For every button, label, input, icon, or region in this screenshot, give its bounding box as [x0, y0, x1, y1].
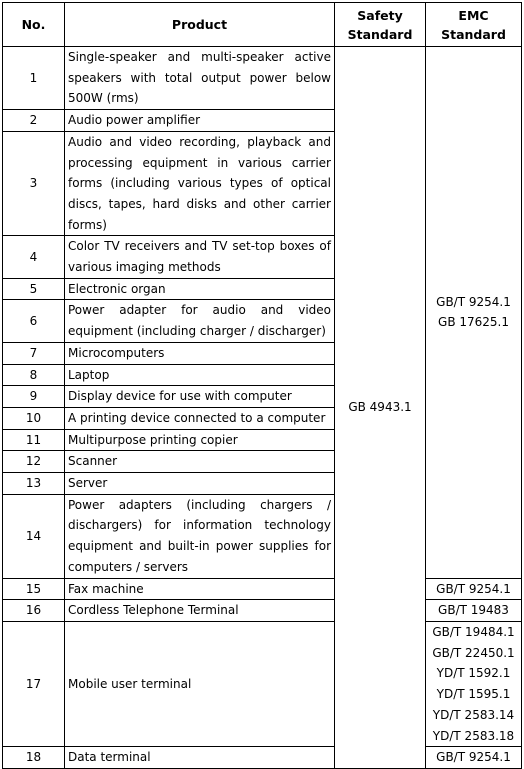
- row-number: 11: [3, 429, 65, 451]
- emc-standard-line: YD/T 2583.18: [432, 728, 515, 743]
- row-number: 17: [3, 621, 65, 746]
- row-number: 5: [3, 278, 65, 300]
- table-row: [3, 47, 522, 110]
- row-number: 2: [3, 110, 65, 132]
- emc-standard-line: YD/T 2583.14: [432, 707, 515, 722]
- row-number: 9: [3, 386, 65, 408]
- product-cell: Cordless Telephone Terminal: [65, 600, 335, 622]
- emc-standard-cell: [426, 578, 522, 600]
- product-cell: Audio power amplifier: [65, 110, 335, 132]
- row-number: 16: [3, 600, 65, 622]
- row-number: 1: [3, 47, 65, 110]
- emc-standard-line: GB 17625.1: [438, 315, 509, 330]
- product-cell: Color TV receivers and TV set-top boxes of various imaging methods: [65, 236, 335, 278]
- standards-table: [2, 2, 522, 769]
- product-cell: Electronic organ: [65, 278, 335, 300]
- product-cell: Display device for use with computer: [65, 386, 335, 408]
- product-cell: Microcomputers: [65, 342, 335, 364]
- row-number: 10: [3, 407, 65, 429]
- emc-standard-cell: [426, 621, 522, 746]
- row-number: 4: [3, 236, 65, 278]
- emc-standard-line: GB/T 19483: [438, 603, 509, 618]
- emc-standard-line: GB/T 9254.1: [436, 750, 511, 765]
- table-row: [3, 578, 522, 600]
- row-number: 8: [3, 364, 65, 386]
- emc-standard-cell: [426, 600, 522, 622]
- product-cell: Power adapters (including chargers / dischargers) for information technology equipment and built-in power supplies for computers / servers: [65, 494, 335, 578]
- row-number: 13: [3, 473, 65, 495]
- row-number: 18: [3, 747, 65, 769]
- product-cell: Power adapter for audio and video equipment (including charger / discharger): [65, 300, 335, 342]
- safety-standard-cell: GB 4943.1: [335, 47, 426, 769]
- emc-standard-line: GB/T 9254.1: [436, 581, 511, 596]
- header-emc-standard: EMC Standard: [426, 3, 522, 47]
- product-cell: Multipurpose printing copier: [65, 429, 335, 451]
- row-number: 12: [3, 451, 65, 473]
- product-cell: Fax machine: [65, 578, 335, 600]
- product-cell: Audio and video recording, playback and processing equipment in various carrier forms (including various types of optical discs, tapes, hard disks and other carrier forms): [65, 131, 335, 236]
- product-cell: Mobile user terminal: [65, 621, 335, 746]
- product-cell: Scanner: [65, 451, 335, 473]
- emc-standard-line: GB/T 19484.1: [432, 624, 515, 639]
- emc-standard-line: YD/T 1592.1: [436, 666, 511, 681]
- emc-standard-cell: [426, 47, 522, 579]
- row-number: 7: [3, 342, 65, 364]
- emc-standard-cell: [426, 747, 522, 769]
- emc-standard-line: GB/T 9254.1: [436, 294, 511, 309]
- product-cell: Laptop: [65, 364, 335, 386]
- header-product: Product: [65, 3, 335, 47]
- emc-standard-line: YD/T 1595.1: [436, 687, 511, 702]
- table-row: [3, 747, 522, 769]
- product-cell: A printing device connected to a computer: [65, 407, 335, 429]
- header-row: [3, 3, 522, 47]
- row-number: 14: [3, 494, 65, 578]
- product-cell: Single-speaker and multi-speaker active speakers with total output power below 500W (rms): [65, 47, 335, 110]
- emc-standard-line: GB/T 22450.1: [432, 645, 515, 660]
- row-number: 3: [3, 131, 65, 236]
- product-cell: Data terminal: [65, 747, 335, 769]
- product-cell: Server: [65, 473, 335, 495]
- row-number: 15: [3, 578, 65, 600]
- table-row: [3, 600, 522, 622]
- row-number: 6: [3, 300, 65, 342]
- header-safety-standard: Safety Standard: [335, 3, 426, 47]
- header-no: No.: [3, 3, 65, 47]
- table-row: [3, 621, 522, 746]
